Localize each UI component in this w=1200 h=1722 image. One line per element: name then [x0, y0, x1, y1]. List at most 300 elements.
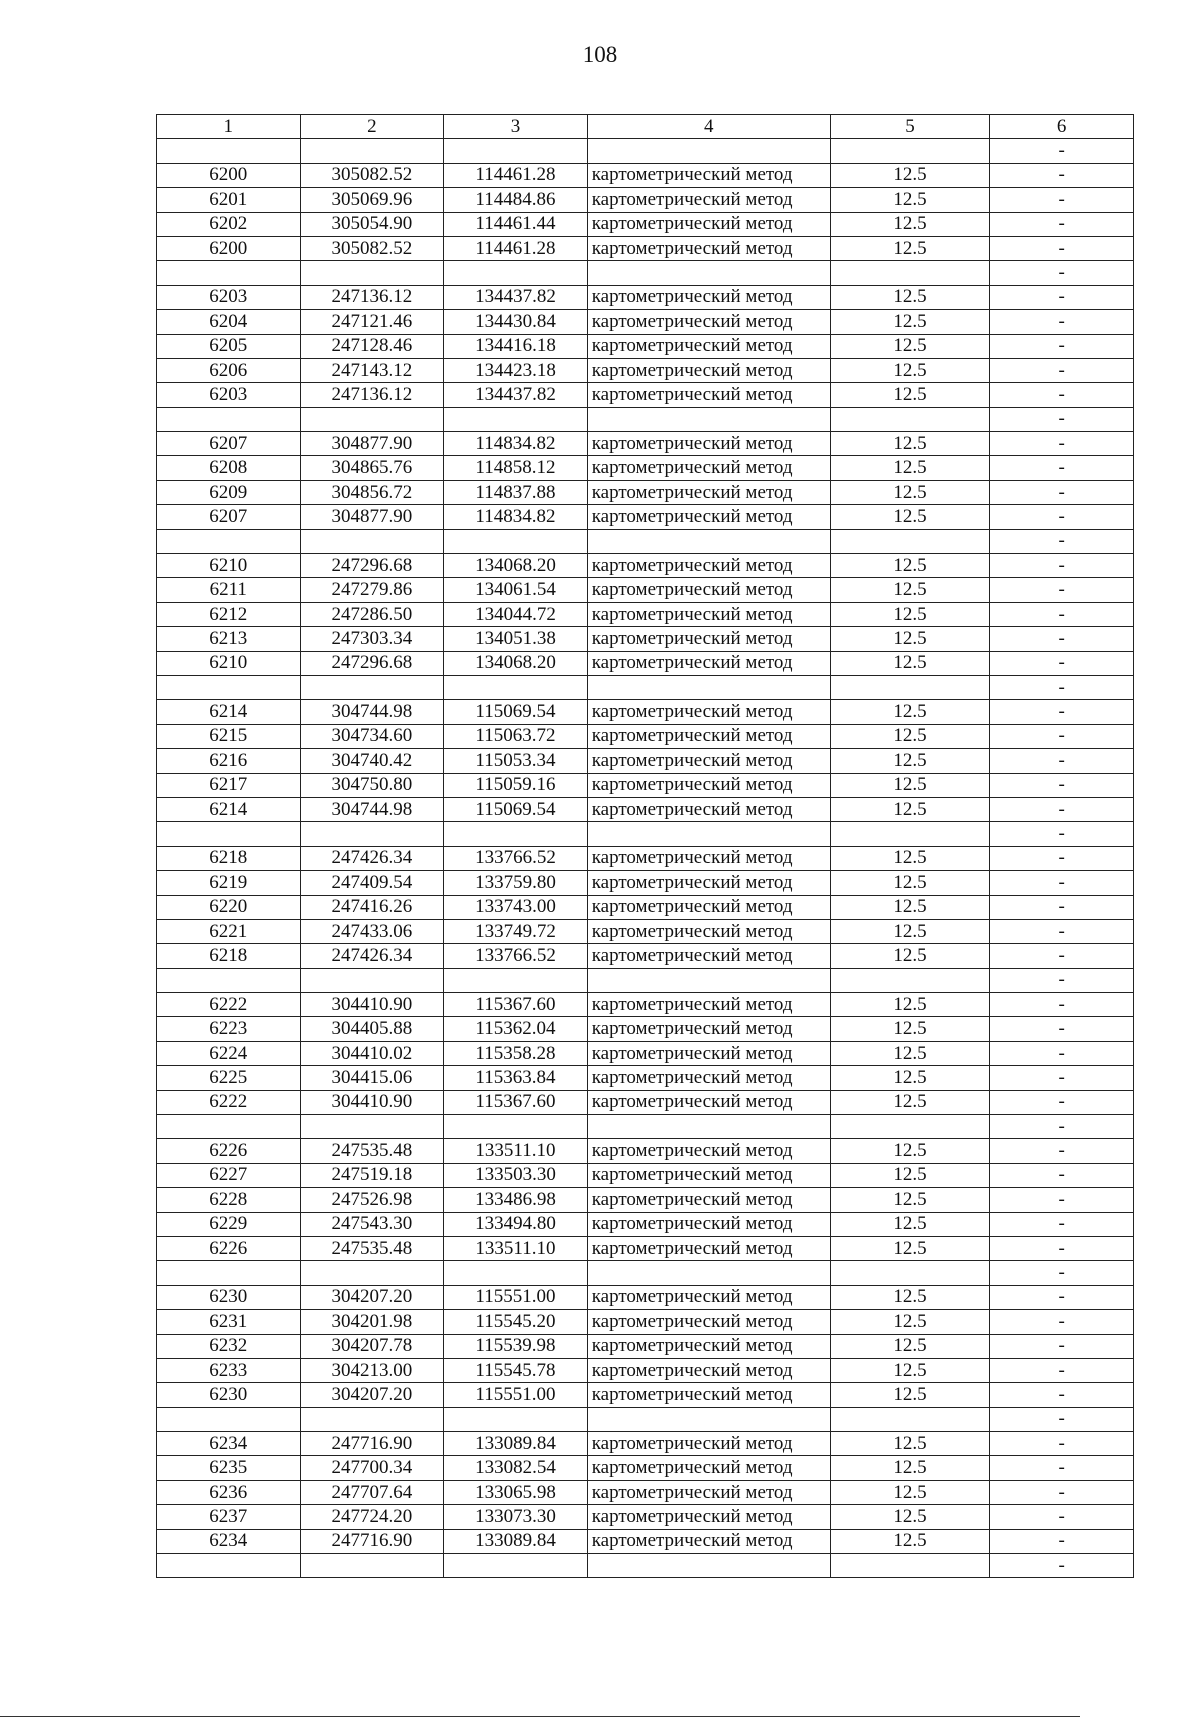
point-number-cell: 6210	[157, 554, 301, 578]
separator-row	[157, 407, 1134, 431]
note-cell: -	[990, 602, 1134, 626]
method-cell: картометрический метод	[587, 846, 830, 870]
accuracy-cell: 12.5	[830, 1334, 990, 1358]
note-cell: -	[990, 1432, 1134, 1456]
note-cell: -	[990, 724, 1134, 748]
accuracy-cell: 12.5	[830, 1163, 990, 1187]
note-cell: -	[990, 1139, 1134, 1163]
method-cell: картометрический метод	[587, 797, 830, 821]
point-number-cell: 6229	[157, 1212, 301, 1236]
method-cell: картометрический метод	[587, 1480, 830, 1504]
separator-row	[157, 968, 1134, 992]
note-cell: -	[990, 163, 1134, 187]
x-coordinate-cell	[300, 1115, 444, 1139]
x-coordinate-cell: 304744.98	[300, 797, 444, 821]
y-coordinate-cell: 133089.84	[444, 1529, 588, 1553]
method-cell: картометрический метод	[587, 724, 830, 748]
point-number-cell: 6222	[157, 993, 301, 1017]
accuracy-cell: 12.5	[830, 578, 990, 602]
accuracy-cell: 12.5	[830, 1432, 990, 1456]
method-cell: картометрический метод	[587, 334, 830, 358]
table-row	[157, 919, 1134, 943]
y-coordinate-cell: 134061.54	[444, 578, 588, 602]
table-row	[157, 1066, 1134, 1090]
x-coordinate-cell	[300, 529, 444, 553]
note-cell: -	[990, 383, 1134, 407]
y-coordinate-cell: 134437.82	[444, 285, 588, 309]
accuracy-cell: 12.5	[830, 505, 990, 529]
y-coordinate-cell: 134044.72	[444, 602, 588, 626]
table-row	[157, 1236, 1134, 1260]
note-cell: -	[990, 1383, 1134, 1407]
method-cell: картометрический метод	[587, 480, 830, 504]
accuracy-cell: 12.5	[830, 188, 990, 212]
note-cell: -	[990, 1212, 1134, 1236]
accuracy-cell: 12.5	[830, 627, 990, 651]
point-number-cell: 6226	[157, 1236, 301, 1260]
table-row	[157, 1480, 1134, 1504]
x-coordinate-cell	[300, 1554, 444, 1578]
method-cell	[587, 139, 830, 163]
y-coordinate-cell	[444, 1554, 588, 1578]
note-cell: -	[990, 236, 1134, 260]
note-cell: -	[990, 310, 1134, 334]
table-row	[157, 1017, 1134, 1041]
point-number-cell: 6202	[157, 212, 301, 236]
method-cell: картометрический метод	[587, 1310, 830, 1334]
method-cell	[587, 407, 830, 431]
method-cell: картометрический метод	[587, 602, 830, 626]
note-cell: -	[990, 627, 1134, 651]
accuracy-cell: 12.5	[830, 1041, 990, 1065]
method-cell: картометрический метод	[587, 1383, 830, 1407]
table-row	[157, 1456, 1134, 1480]
method-cell	[587, 529, 830, 553]
point-number-cell: 6217	[157, 773, 301, 797]
page-bottom-rule	[0, 1716, 1080, 1717]
point-number-cell	[157, 968, 301, 992]
accuracy-cell	[830, 261, 990, 285]
accuracy-cell: 12.5	[830, 163, 990, 187]
separator-row	[157, 822, 1134, 846]
x-coordinate-cell: 247128.46	[300, 334, 444, 358]
note-cell: -	[990, 1017, 1134, 1041]
accuracy-cell: 12.5	[830, 1285, 990, 1309]
method-cell	[587, 261, 830, 285]
accuracy-cell: 12.5	[830, 285, 990, 309]
method-cell: картометрический метод	[587, 1285, 830, 1309]
x-coordinate-cell: 304750.80	[300, 773, 444, 797]
y-coordinate-cell: 114461.44	[444, 212, 588, 236]
note-cell: -	[990, 700, 1134, 724]
method-cell: картометрический метод	[587, 1212, 830, 1236]
point-number-cell: 6218	[157, 944, 301, 968]
coordinates-table	[156, 114, 1134, 1578]
table-row	[157, 1432, 1134, 1456]
x-coordinate-cell: 247426.34	[300, 846, 444, 870]
note-cell: -	[990, 212, 1134, 236]
note-cell: -	[990, 968, 1134, 992]
note-cell: -	[990, 139, 1134, 163]
table-row	[157, 1285, 1134, 1309]
y-coordinate-cell: 115053.34	[444, 749, 588, 773]
table-row	[157, 846, 1134, 870]
accuracy-cell: 12.5	[830, 724, 990, 748]
x-coordinate-cell: 304415.06	[300, 1066, 444, 1090]
y-coordinate-cell: 134051.38	[444, 627, 588, 651]
x-coordinate-cell: 305082.52	[300, 163, 444, 187]
point-number-cell: 6226	[157, 1139, 301, 1163]
x-coordinate-cell: 247543.30	[300, 1212, 444, 1236]
point-number-cell	[157, 1407, 301, 1431]
note-cell: -	[990, 1505, 1134, 1529]
note-cell: -	[990, 1456, 1134, 1480]
y-coordinate-cell: 133486.98	[444, 1188, 588, 1212]
x-coordinate-cell	[300, 407, 444, 431]
note-cell: -	[990, 188, 1134, 212]
page-number: 108	[582, 42, 618, 67]
note-cell: -	[990, 1090, 1134, 1114]
x-coordinate-cell: 247716.90	[300, 1529, 444, 1553]
table-row	[157, 285, 1134, 309]
y-coordinate-cell	[444, 968, 588, 992]
x-coordinate-cell: 304410.02	[300, 1041, 444, 1065]
y-coordinate-cell	[444, 675, 588, 699]
table-row	[157, 554, 1134, 578]
accuracy-cell: 12.5	[830, 310, 990, 334]
method-cell: картометрический метод	[587, 1188, 830, 1212]
point-number-cell: 6213	[157, 627, 301, 651]
note-cell: -	[990, 1261, 1134, 1285]
method-cell: картометрический метод	[587, 188, 830, 212]
point-number-cell	[157, 139, 301, 163]
accuracy-cell: 12.5	[830, 1236, 990, 1260]
method-cell: картометрический метод	[587, 358, 830, 382]
table-row	[157, 212, 1134, 236]
point-number-cell: 6234	[157, 1432, 301, 1456]
point-number-cell: 6232	[157, 1334, 301, 1358]
y-coordinate-cell: 114484.86	[444, 188, 588, 212]
note-cell: -	[990, 675, 1134, 699]
table-row	[157, 1505, 1134, 1529]
accuracy-cell: 12.5	[830, 944, 990, 968]
accuracy-cell: 12.5	[830, 1066, 990, 1090]
table-row	[157, 602, 1134, 626]
method-cell: картометрический метод	[587, 871, 830, 895]
y-coordinate-cell: 134423.18	[444, 358, 588, 382]
point-number-cell: 6200	[157, 163, 301, 187]
separator-row	[157, 1115, 1134, 1139]
point-number-cell	[157, 1115, 301, 1139]
column-header-2: 2	[300, 115, 444, 139]
point-number-cell: 6224	[157, 1041, 301, 1065]
point-number-cell: 6216	[157, 749, 301, 773]
note-cell: -	[990, 285, 1134, 309]
method-cell: картометрический метод	[587, 554, 830, 578]
column-header-5: 5	[830, 115, 990, 139]
y-coordinate-cell: 114834.82	[444, 505, 588, 529]
accuracy-cell: 12.5	[830, 1383, 990, 1407]
x-coordinate-cell: 247296.68	[300, 651, 444, 675]
y-coordinate-cell	[444, 261, 588, 285]
y-coordinate-cell: 114461.28	[444, 163, 588, 187]
method-cell: картометрический метод	[587, 432, 830, 456]
table-row	[157, 1041, 1134, 1065]
note-cell: -	[990, 846, 1134, 870]
table-row	[157, 383, 1134, 407]
table-row	[157, 188, 1134, 212]
note-cell: -	[990, 1066, 1134, 1090]
table-row	[157, 749, 1134, 773]
accuracy-cell: 12.5	[830, 602, 990, 626]
note-cell: -	[990, 1188, 1134, 1212]
x-coordinate-cell: 247716.90	[300, 1432, 444, 1456]
method-cell: картометрический метод	[587, 456, 830, 480]
x-coordinate-cell: 247121.46	[300, 310, 444, 334]
x-coordinate-cell	[300, 968, 444, 992]
point-number-cell: 6233	[157, 1358, 301, 1382]
note-cell: -	[990, 1285, 1134, 1309]
note-cell: -	[990, 358, 1134, 382]
method-cell: картометрический метод	[587, 163, 830, 187]
method-cell	[587, 1261, 830, 1285]
x-coordinate-cell	[300, 1261, 444, 1285]
table-row	[157, 1139, 1134, 1163]
table-row	[157, 1188, 1134, 1212]
accuracy-cell: 12.5	[830, 480, 990, 504]
table-row	[157, 163, 1134, 187]
y-coordinate-cell: 133503.30	[444, 1163, 588, 1187]
table-row	[157, 797, 1134, 821]
accuracy-cell	[830, 529, 990, 553]
y-coordinate-cell: 133743.00	[444, 895, 588, 919]
note-cell: -	[990, 871, 1134, 895]
note-cell: -	[990, 1480, 1134, 1504]
note-cell: -	[990, 529, 1134, 553]
point-number-cell: 6235	[157, 1456, 301, 1480]
table-row	[157, 505, 1134, 529]
y-coordinate-cell: 134068.20	[444, 651, 588, 675]
note-cell: -	[990, 1358, 1134, 1382]
accuracy-cell: 12.5	[830, 1090, 990, 1114]
note-cell: -	[990, 407, 1134, 431]
column-header-6: 6	[990, 115, 1134, 139]
accuracy-cell: 12.5	[830, 212, 990, 236]
method-cell: картометрический метод	[587, 773, 830, 797]
note-cell: -	[990, 749, 1134, 773]
x-coordinate-cell: 304744.98	[300, 700, 444, 724]
x-coordinate-cell: 247303.34	[300, 627, 444, 651]
table-row	[157, 1163, 1134, 1187]
method-cell: картометрический метод	[587, 1139, 830, 1163]
y-coordinate-cell: 114461.28	[444, 236, 588, 260]
method-cell: картометрический метод	[587, 310, 830, 334]
x-coordinate-cell: 304410.90	[300, 993, 444, 1017]
y-coordinate-cell: 115059.16	[444, 773, 588, 797]
method-cell: картометрический метод	[587, 944, 830, 968]
x-coordinate-cell: 247143.12	[300, 358, 444, 382]
table-row	[157, 724, 1134, 748]
accuracy-cell: 12.5	[830, 1529, 990, 1553]
note-cell: -	[990, 432, 1134, 456]
x-coordinate-cell: 305082.52	[300, 236, 444, 260]
y-coordinate-cell: 115539.98	[444, 1334, 588, 1358]
header-row	[157, 115, 1134, 139]
note-cell: -	[990, 651, 1134, 675]
point-number-cell	[157, 261, 301, 285]
x-coordinate-cell: 304877.90	[300, 432, 444, 456]
method-cell: картометрический метод	[587, 651, 830, 675]
separator-row	[157, 1407, 1134, 1431]
x-coordinate-cell: 247519.18	[300, 1163, 444, 1187]
x-coordinate-cell: 247433.06	[300, 919, 444, 943]
table-row	[157, 993, 1134, 1017]
point-number-cell: 6236	[157, 1480, 301, 1504]
method-cell: картометрический метод	[587, 578, 830, 602]
accuracy-cell	[830, 968, 990, 992]
point-number-cell	[157, 1261, 301, 1285]
y-coordinate-cell: 133065.98	[444, 1480, 588, 1504]
note-cell: -	[990, 1407, 1134, 1431]
note-cell: -	[990, 1041, 1134, 1065]
y-coordinate-cell: 115551.00	[444, 1285, 588, 1309]
x-coordinate-cell: 247707.64	[300, 1480, 444, 1504]
x-coordinate-cell: 247535.48	[300, 1139, 444, 1163]
method-cell	[587, 822, 830, 846]
note-cell: -	[990, 822, 1134, 846]
table-row	[157, 578, 1134, 602]
y-coordinate-cell	[444, 1115, 588, 1139]
y-coordinate-cell: 134430.84	[444, 310, 588, 334]
x-coordinate-cell: 247136.12	[300, 285, 444, 309]
accuracy-cell: 12.5	[830, 1480, 990, 1504]
note-cell: -	[990, 554, 1134, 578]
accuracy-cell: 12.5	[830, 1456, 990, 1480]
note-cell: -	[990, 1334, 1134, 1358]
method-cell: картометрический метод	[587, 1456, 830, 1480]
y-coordinate-cell: 115367.60	[444, 993, 588, 1017]
x-coordinate-cell: 304856.72	[300, 480, 444, 504]
y-coordinate-cell: 133511.10	[444, 1139, 588, 1163]
method-cell: картометрический метод	[587, 236, 830, 260]
accuracy-cell: 12.5	[830, 651, 990, 675]
y-coordinate-cell	[444, 1261, 588, 1285]
note-cell: -	[990, 1115, 1134, 1139]
table-row	[157, 944, 1134, 968]
x-coordinate-cell: 305069.96	[300, 188, 444, 212]
x-coordinate-cell: 247724.20	[300, 1505, 444, 1529]
method-cell: картометрический метод	[587, 1066, 830, 1090]
y-coordinate-cell: 115362.04	[444, 1017, 588, 1041]
point-number-cell	[157, 822, 301, 846]
table-row	[157, 1212, 1134, 1236]
method-cell	[587, 1407, 830, 1431]
point-number-cell: 6214	[157, 700, 301, 724]
point-number-cell: 6210	[157, 651, 301, 675]
point-number-cell: 6206	[157, 358, 301, 382]
table-row	[157, 700, 1134, 724]
note-cell: -	[990, 919, 1134, 943]
x-coordinate-cell	[300, 139, 444, 163]
column-header-1: 1	[157, 115, 301, 139]
accuracy-cell	[830, 139, 990, 163]
accuracy-cell: 12.5	[830, 895, 990, 919]
point-number-cell: 6212	[157, 602, 301, 626]
point-number-cell: 6227	[157, 1163, 301, 1187]
method-cell	[587, 675, 830, 699]
method-cell: картометрический метод	[587, 895, 830, 919]
table-row	[157, 773, 1134, 797]
note-cell: -	[990, 480, 1134, 504]
x-coordinate-cell	[300, 261, 444, 285]
note-cell: -	[990, 578, 1134, 602]
accuracy-cell: 12.5	[830, 846, 990, 870]
accuracy-cell: 12.5	[830, 334, 990, 358]
y-coordinate-cell: 114837.88	[444, 480, 588, 504]
method-cell: картометрический метод	[587, 1334, 830, 1358]
y-coordinate-cell: 114834.82	[444, 432, 588, 456]
accuracy-cell	[830, 822, 990, 846]
accuracy-cell: 12.5	[830, 236, 990, 260]
accuracy-cell: 12.5	[830, 749, 990, 773]
table-row	[157, 627, 1134, 651]
accuracy-cell	[830, 1407, 990, 1431]
y-coordinate-cell: 133766.52	[444, 944, 588, 968]
method-cell: картометрический метод	[587, 1505, 830, 1529]
column-header-4: 4	[587, 115, 830, 139]
note-cell: -	[990, 505, 1134, 529]
point-number-cell: 6200	[157, 236, 301, 260]
accuracy-cell: 12.5	[830, 993, 990, 1017]
y-coordinate-cell: 133759.80	[444, 871, 588, 895]
point-number-cell: 6222	[157, 1090, 301, 1114]
method-cell: картометрический метод	[587, 1041, 830, 1065]
point-number-cell	[157, 1554, 301, 1578]
accuracy-cell: 12.5	[830, 700, 990, 724]
point-number-cell: 6231	[157, 1310, 301, 1334]
table-row	[157, 1358, 1134, 1382]
note-cell: -	[990, 895, 1134, 919]
x-coordinate-cell	[300, 675, 444, 699]
accuracy-cell	[830, 675, 990, 699]
table-row	[157, 358, 1134, 382]
table-row	[157, 334, 1134, 358]
point-number-cell: 6208	[157, 456, 301, 480]
table-row	[157, 456, 1134, 480]
separator-row	[157, 261, 1134, 285]
x-coordinate-cell	[300, 822, 444, 846]
x-coordinate-cell: 247526.98	[300, 1188, 444, 1212]
method-cell: картометрический метод	[587, 1163, 830, 1187]
point-number-cell	[157, 675, 301, 699]
x-coordinate-cell: 304207.20	[300, 1383, 444, 1407]
y-coordinate-cell: 134437.82	[444, 383, 588, 407]
accuracy-cell	[830, 1115, 990, 1139]
method-cell: картометрический метод	[587, 993, 830, 1017]
accuracy-cell: 12.5	[830, 1358, 990, 1382]
x-coordinate-cell: 304207.78	[300, 1334, 444, 1358]
separator-row	[157, 675, 1134, 699]
method-cell: картометрический метод	[587, 1529, 830, 1553]
y-coordinate-cell	[444, 139, 588, 163]
point-number-cell: 6223	[157, 1017, 301, 1041]
column-header-3: 3	[444, 115, 588, 139]
method-cell: картометрический метод	[587, 285, 830, 309]
accuracy-cell: 12.5	[830, 1310, 990, 1334]
x-coordinate-cell: 247426.34	[300, 944, 444, 968]
x-coordinate-cell: 304405.88	[300, 1017, 444, 1041]
method-cell: картометрический метод	[587, 1236, 830, 1260]
